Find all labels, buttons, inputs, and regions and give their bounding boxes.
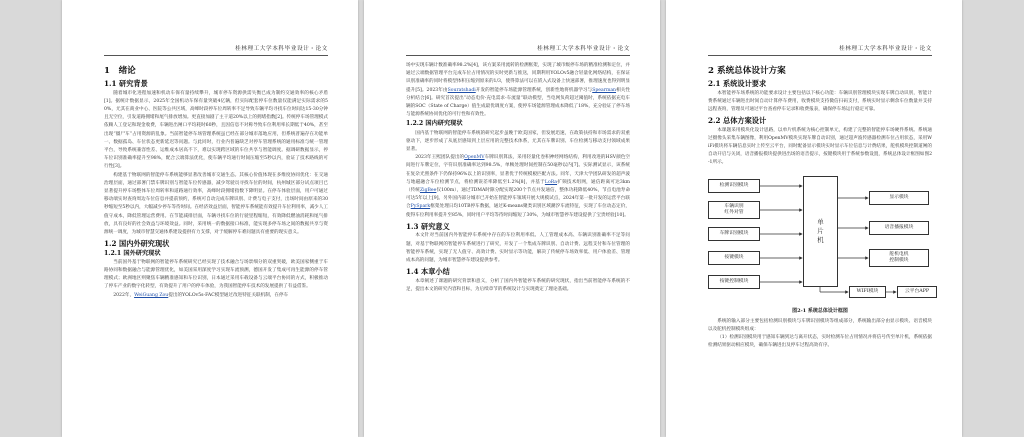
diagram-block: 舵机电机 控制模块	[869, 249, 929, 267]
text-span: 2023年王熙团队提出的	[415, 155, 465, 161]
paragraph: 本智能停车场系统的功能要求设计主要包括以下核心功能：车辆识别管理模块实现车牌自动识别，智能计费系统通过车辆进出时间自动计算停车费用，收费模块支持微信扫码支付，系统实时显示剩余车位数量并支持远程查询，管理员可通过平台查看停车记录和收费报表，确保停车场运行稳定可靠。	[708, 90, 932, 112]
chapter-heading: 2 系统总体设计方案	[708, 66, 786, 76]
diagram-block: 按键控制模块	[708, 275, 760, 289]
document-page-3	[666, 0, 962, 437]
citation-link[interactable]: PySpark	[410, 204, 431, 210]
running-header: 桂林理工大学本科毕业设计・论文	[104, 44, 328, 56]
citation-link[interactable]: WeiGuang Zou	[134, 292, 169, 298]
page-content	[708, 0, 932, 437]
text-flow	[708, 62, 932, 350]
diagram-block: 检测识别模块	[708, 179, 760, 193]
citation-link[interactable]: ZigBee	[419, 188, 437, 194]
wifi-block: WIFI模块	[849, 286, 886, 298]
text-span: 相关性分析结合[6]。研究首次提出“动态电价-充电需求-车流量”联动模型，当电网负荷超过阈值时，系统依据充电车辆的SOC（State of Charge）值生成最优调度方案，使停车场能源管理成本降低了18%，充分验证了停车场与能源系统协同优化的可行性和有效性。	[406, 87, 630, 118]
section-heading: 2.1 系统设计要求	[708, 79, 767, 88]
diagram-block: 按键模块	[708, 251, 760, 265]
text-span: 仅100m），通过TDMA时隙分配实现200个节点并发通信，整体功耗降低40%，节点电池寿命可达5年以上[9]。另外国内部分城市已开始在智能停车领域开展大规模试点，2024年第一批开发的运营平台联合	[406, 188, 630, 210]
citation-link[interactable]: Spearman	[592, 87, 617, 93]
citation-link[interactable]: OpenMV	[464, 155, 485, 161]
section-heading: 1.2 国内外研究现状	[104, 239, 170, 249]
diagram-block: 显示模块	[869, 191, 929, 205]
section-heading: 1.4 本章小结	[406, 267, 450, 277]
figure-caption: 图2-1 系统总体设计框图	[792, 307, 848, 314]
subsection-heading: 1.2.1 国外研究现状	[104, 249, 161, 257]
paragraph: 随着城市化进程加速和机动车保有量持续攀升，城市停车资源供需失衡已成为制约交通效率的核心矛盾[1]。据统计数据显示，2025年全国机动车保有量突破4亿辆，但实际配套停车位数量仅能满足实际需求的50%，尤其在商业中心、医院等公共区域，高峰时段停车位周转率不足导致车辆平均寻找车位时间达15-30分钟且无空位，引发道路拥堵和尾气排放增加。更直接加剧了主干道20%以上的拥堵指数[2]。传统停车场管理模式依赖人工登记和现金收费，车辆进出闸口平均耗时60秒，且因信息不对称导致车位利用率长期低于40%，甚至出现“僵尸车”占用资源的乱象。当前智能停车场管理系统虽已经在部分城市落地应用，但系统普遍存在功能单一、数据孤岛、车位状态更新延迟等问题。与此同时，行业内普遍缺乏对停车管理系统的通用标准与统一管理平台，导致系统兼容性差、运维成本居高不下，难以实现跨区域的车位共享与智能调度。据调研数据显示，停车位识别准确率提升至98%，配合云端算法优化，使车辆平均通行时间压缩至5秒以内，验证了技术路线的可行性[3]。	[104, 90, 328, 170]
text-span: 扩频技术组网，通信距离可达3km（传统	[406, 179, 630, 194]
mcu-block: 单 片 机	[803, 176, 838, 287]
section-heading: 1.3 研究意义	[406, 221, 450, 231]
section-heading: 1.1 研究背景	[104, 79, 148, 88]
page-content	[406, 0, 630, 437]
paragraph: 本课题采用模块化设计思路，以单片机系统为核心控制单元，构建了完整的智能停车场硬件系统。系统通过摄像头采集车辆图像，利用OpenMV模块实现车牌自动识别，通过超声波传感器检测车位占用状态，采用WiFi模块将车辆信息实时上传至云平台，同时配备显示模块实时显示车位信息与计费结果，舵机模块控制道闸的自动开启与关闭，语音播报模块提供进出场的语音提示，按键模块用于系统参数设置，系统总体设计框图如图2-1所示。	[708, 127, 932, 166]
text-span: 2022年，	[113, 292, 135, 298]
paragraph: 本文针对当前国内外智能停车系统中存在的车位利用率低、人工管理成本高、车辆识别准确率不足等问题，对基于物联网的智能停车系统进行了研究，开发了一个集成车牌识别、自动计费、远程支付和车位管理的智能停车系统，实现了无人值守、高效计费、实时显示等功能，解决了传统停车场效率低、用户体验差、管理成本高的问题，为城市智慧停车建设提供参考。	[406, 233, 630, 263]
diagram-block: 车辆识别 红外对管	[708, 201, 760, 219]
paragraph: 构建基于物联网的智能停车系统能够显著改善城市交通生态。其核心价值体现在多维度协同优化：在交通治理层面，通过部署门禁车牌识别与智能车位传感器，减少驾驶员寻找车位的时间，杭州城区部分试点项目已显著提升停车场整体车位周转率和道路通行效率，高峰时段拥堵指数下降明显。在停车体验层面，用户可通过移动端实时查询周边车位信息并提前预约，系统可自动完成车牌识别、计费与电子支付，出场时间由原来的30秒缩短至5秒以内，大幅减少停车等待时间。在经济效益层面，智能停车系统能有效提升车位利用率，减少人工值守成本，降低管理运营费用。在节能减排层面，车辆寻找车位的行驶里程缩短，有效降低燃油消耗和尾气排放，具有良好的社会效益与环境效益。同时，采用统一的数据接口标准，能实现多停车场之间的数据共享与资源统一调度，为城市智慧交通体系建设提供有力支撑，对于缓解停车难问题具有重要的现实意义。	[104, 172, 328, 235]
diagram-block: 车牌识别模块	[708, 227, 760, 241]
text-span: 提出的YOLOv5s-FAC模型通过改进特征关联机制，在停车	[168, 292, 289, 298]
text-span: 开发的智能停车场能源管理系统，创新性地将机器学习与	[475, 87, 593, 93]
paragraph: 本章阐述了课题的研究背景和意义，分析了国内外智能停车系统的研究现状，指出当前智能停车系统的不足，提出本文的研究内容和目标，为后续章节的系统设计与实现奠定了理论基础。	[406, 278, 630, 292]
paragraph: （1）检测识别模块用于感知车辆到达与离开状态，实时检测车位占用情况并将信号传至单片机，系统依据检测结果驱动相应模块，确保车辆进出及停车过程高效有序。	[708, 335, 932, 349]
section-heading: 2.2 总体方案设计	[708, 116, 767, 126]
citation-link[interactable]: Souratshadi	[447, 87, 476, 93]
document-page-1	[62, 0, 358, 437]
chapter-heading: 1 绪论	[104, 66, 136, 76]
paragraph: 国内基于物联网的智能停车系统的研究起步虽晚于欧美国家，但发展迅速，在政策扶持和市场需求的双重驱动下，逐步形成了从底层感知到上层应用的完整技术体系，尤其在车牌识别、车位检测与移动支付领域成果显著。	[406, 130, 630, 153]
subsection-heading: 1.2.2 国内研究现状	[406, 120, 463, 128]
text-span: 框架处理日均10TB停车数据，通过K-means聚类识别区域潮汐车流特征，实现了车位动态定价，使得车位利用率提升至85%，同时用户平均等待时间缩短了30%，为城市智慧停车建设提供了宝贵经验[10]。	[406, 204, 630, 218]
paragraph: 系统的输入部分主要包括检测识别模块与车牌识别模块等组成部分，系统输出部分由显示模块、语音模块以及舵机控制模块组成：	[708, 318, 932, 332]
text-span: 车牌识别算法，采用轻量化卷积神经网络结构，利用改进的HSV颜色空间进行车牌定位，字符识别准确率达到98.5%，单帧处理时间控制在50毫秒以内[7]。实际测试显示，该系统在复杂光照条件下仍保持96%以上的识别率，显著优于传统模板匹配方法。同年，天津大学团队研发的超声波与地磁融合车位检测节点，将检测误差率降低至1.2%[8]，并基于	[406, 155, 630, 185]
paragraph	[406, 154, 630, 220]
diagram-block: 语音播报模块	[869, 221, 929, 235]
page-content	[104, 0, 328, 437]
paragraph	[406, 62, 630, 119]
text-flow	[406, 62, 630, 294]
system-block-diagram	[708, 174, 944, 304]
paragraph	[104, 292, 328, 300]
paragraph: 当前国外基于物联网的智能停车系统研究已经实现了技术融合与场景细分的双重突破，欧美国家侧重于车路协同和数据融合与能源管理优化，如美国采用深度学习实现车流预测，德国开发了集成可再生能源的停车管理模式；欧洲地区则聚焦车辆精准感知和车位识别，日本通过采用车载设备与云端平台协同的方式，积极推动了停车产业的数字化转型，有效提升了用户的停车体验，为我国智能停车技术的发展提供了有益借鉴。	[104, 259, 328, 290]
citation-link[interactable]: LoRa	[544, 179, 558, 185]
running-header: 桂林理工大学本科毕业设计・论文	[708, 44, 932, 56]
text-span: 场中实现车辆计数准确率98.2%[4]，该方案采用流转的检测框架，实现了城市级停车场的精准检测和定位，并通过云端数据管理平台完成车位占用情况的实时更新与推送，同期利用YOLOv5融合轻量化网络结构，在保证识别准确率的同时将模型体积压缩到原来的1/3，使得算法可以在嵌入式设备上快速部署，推理速度也得到明显提升[5]。2023年由	[406, 63, 630, 93]
document-page-2	[364, 0, 660, 437]
text-flow	[104, 62, 328, 300]
cloud-app-block: 云平台APP	[897, 286, 937, 298]
running-header: 桂林理工大学本科毕业设计・论文	[406, 44, 630, 56]
